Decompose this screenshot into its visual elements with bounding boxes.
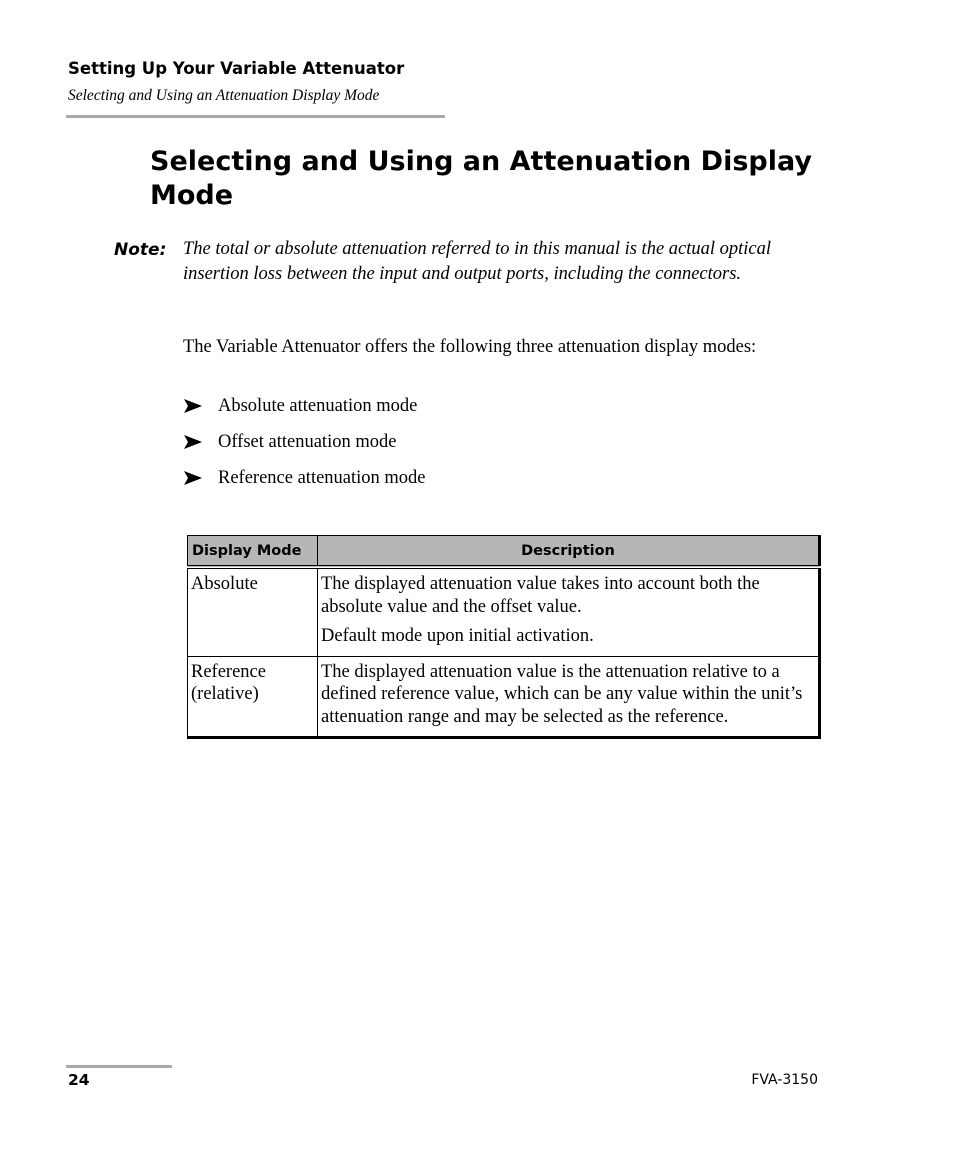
footer-rule bbox=[66, 1065, 172, 1068]
right-arrowhead-icon bbox=[183, 398, 203, 414]
list-item-label: Absolute attenuation mode bbox=[218, 396, 418, 416]
description-text: The displayed attenuation value takes into account both the absolute value and the offset value. bbox=[321, 574, 760, 617]
mode-cell: Reference (relative) bbox=[188, 656, 318, 738]
table-header-row bbox=[188, 536, 820, 568]
list-item bbox=[183, 394, 426, 418]
note-label: Note: bbox=[114, 240, 167, 260]
description-text: The displayed attenuation value is the attenuation relative to a defined reference value, which can be any value within the unit’s attenuation range and may be selected as the reference. bbox=[321, 661, 803, 727]
list-item bbox=[183, 430, 426, 454]
table-row bbox=[188, 567, 820, 656]
description-cell bbox=[318, 567, 820, 656]
header-rule bbox=[66, 115, 445, 118]
right-arrowhead-icon bbox=[183, 434, 203, 450]
mode-cell: Absolute bbox=[188, 567, 318, 656]
display-mode-table bbox=[187, 535, 821, 739]
right-arrowhead-icon bbox=[183, 470, 203, 486]
list-item-label: Reference attenuation mode bbox=[218, 468, 426, 488]
description-text: Default mode upon initial activation. bbox=[321, 626, 594, 646]
intro-paragraph: The Variable Attenuator offers the following three attenuation display modes: bbox=[183, 337, 757, 357]
running-header-section: Selecting and Using an Attenuation Display Mode bbox=[68, 87, 380, 104]
page-number: 24 bbox=[68, 1071, 90, 1089]
product-code: FVA-3150 bbox=[751, 1072, 818, 1088]
list-item-label: Offset attenuation mode bbox=[218, 432, 397, 452]
running-header-chapter: Setting Up Your Variable Attenuator bbox=[68, 59, 405, 78]
description-cell bbox=[318, 656, 820, 738]
column-header-display-mode: Display Mode bbox=[188, 536, 318, 568]
running-header bbox=[68, 58, 404, 106]
page-title: Selecting and Using an Attenuation Display Mode bbox=[150, 146, 812, 211]
note-text: The total or absolute attenuation referred to in this manual is the actual optical insertion loss between the input and output ports, including the connectors. bbox=[183, 239, 772, 284]
list-item bbox=[183, 466, 426, 490]
display-mode-list bbox=[183, 394, 426, 502]
table-row bbox=[188, 656, 820, 738]
column-header-description: Description bbox=[318, 536, 820, 568]
